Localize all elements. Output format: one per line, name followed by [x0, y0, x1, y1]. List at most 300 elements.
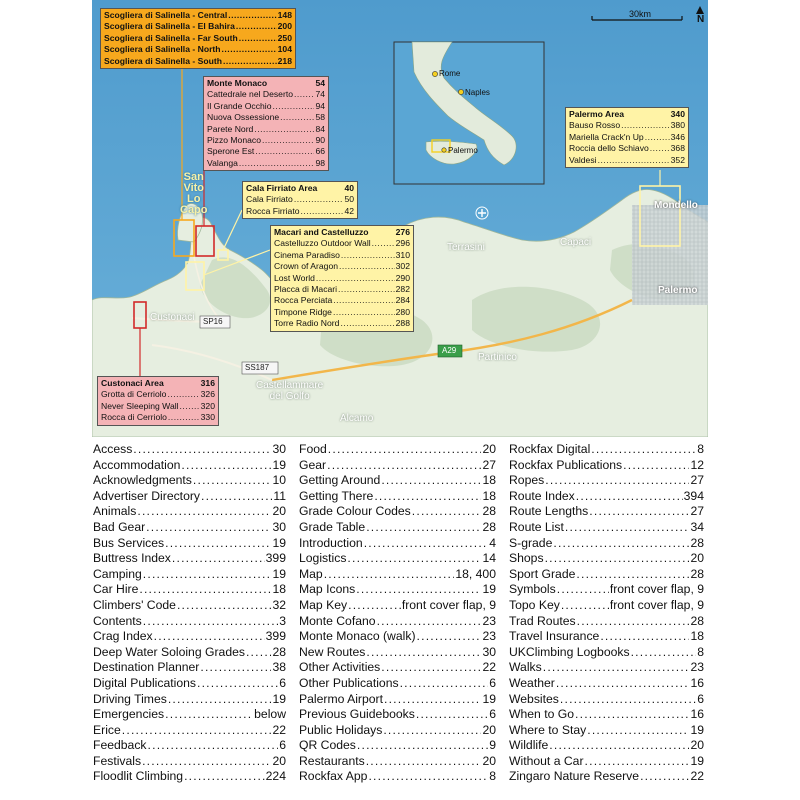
index-term: Sport Grade — [509, 566, 576, 581]
crag-name: Pizzo Monaco — [207, 135, 261, 146]
leader-dots — [239, 158, 315, 169]
leader-dots — [348, 598, 401, 614]
index-term: Driving Times — [93, 691, 167, 706]
index-term: Access — [93, 442, 133, 456]
leader-dots — [239, 33, 277, 44]
leader-dots — [576, 567, 689, 583]
index-page: 8 — [697, 442, 704, 456]
index-entry — [93, 660, 286, 676]
leader-dots — [621, 120, 670, 131]
crag-page: 280 — [395, 306, 410, 317]
index-page: 27 — [482, 457, 496, 472]
place-partinico: Partinico — [478, 352, 517, 363]
place-san-vito: San Vito Lo Capo — [180, 171, 208, 216]
leader-dots — [223, 56, 277, 67]
leader-dots — [201, 489, 272, 505]
crag-page: 66 — [315, 146, 325, 157]
index-entry — [299, 707, 496, 723]
box-row — [101, 401, 215, 412]
index-term: Digital Publications — [93, 675, 196, 690]
index-page: 6 — [489, 675, 496, 690]
leader-dots — [143, 614, 278, 630]
index-page: 18 — [272, 582, 286, 597]
leader-dots — [328, 442, 482, 458]
box-title: Macari and Castelluzzo — [274, 227, 369, 237]
leader-dots — [333, 295, 394, 306]
box-row — [207, 124, 325, 135]
box-row — [274, 295, 410, 306]
index-term: Ropes — [509, 473, 545, 488]
crag-name: Never Sleeping Wall — [101, 400, 179, 411]
index-page: 20 — [272, 753, 286, 768]
place-alcamo: Alcamo — [340, 413, 374, 424]
index-page: 23 — [482, 629, 496, 644]
box-row — [246, 206, 354, 217]
index-entry — [93, 692, 286, 708]
index-page: 28 — [272, 644, 286, 659]
leader-dots — [640, 769, 689, 785]
box-row — [207, 89, 325, 100]
index-term: Getting There — [299, 488, 374, 503]
index-page: 19 — [690, 722, 704, 737]
crag-page: 250 — [277, 32, 292, 43]
index-page: 20 — [482, 442, 496, 456]
crag-name: Nuova Ossessione — [207, 112, 280, 123]
leader-dots — [133, 442, 271, 458]
index-entry — [93, 536, 286, 552]
scale-label: 30km — [629, 9, 652, 19]
index-term: Symbols — [509, 582, 556, 597]
leader-dots — [165, 707, 253, 723]
box-page: 340 — [670, 109, 685, 119]
index-entry — [299, 582, 496, 598]
index-page: 27 — [690, 504, 704, 519]
index-term: QR Codes — [299, 738, 356, 753]
index-term: Other Activities — [299, 660, 381, 675]
index-term: Previous Guidebooks — [299, 707, 415, 722]
crag-page: 42 — [344, 205, 354, 216]
crag-page: 148 — [277, 10, 292, 20]
index-page: 23 — [690, 660, 704, 675]
index-page: 32 — [272, 597, 286, 612]
crag-name: Valanga — [207, 157, 238, 168]
index-page: 19 — [272, 566, 286, 581]
index-page: 14 — [482, 551, 496, 566]
box-row — [274, 307, 410, 318]
box-row — [207, 146, 325, 157]
inset-label-rome: Rome — [439, 69, 461, 78]
leader-dots — [294, 194, 344, 205]
leader-dots — [417, 629, 482, 645]
leader-dots — [366, 520, 481, 536]
index-entry — [509, 567, 704, 583]
index-page: 19 — [482, 582, 496, 597]
index-page: 20 — [272, 504, 286, 519]
index-entry — [299, 660, 496, 676]
crag-page: 74 — [315, 89, 325, 100]
index-page: front cover flap, 9 — [609, 582, 704, 597]
index-page: 18, 400 — [455, 566, 496, 581]
index-entry — [509, 473, 704, 489]
leader-dots — [262, 135, 314, 146]
road-label-ss187: SS187 — [245, 363, 270, 372]
index-page: 34 — [690, 519, 704, 534]
box-row — [101, 389, 215, 400]
leader-dots — [598, 155, 670, 166]
box-row — [246, 194, 354, 205]
crag-name: Cinema Paradiso — [274, 249, 340, 260]
index-entry — [299, 738, 496, 754]
index-term: Crag Index — [93, 629, 153, 644]
index-entry — [93, 551, 286, 567]
index-entry — [509, 645, 704, 661]
crag-name: Scogliera di Salinella - South — [104, 55, 222, 66]
crag-name: Timpone Ridge — [274, 306, 332, 317]
index-term: Gear — [299, 457, 327, 472]
index-entry — [509, 738, 704, 754]
index-page: 28 — [690, 566, 704, 581]
crag-page: 290 — [395, 272, 410, 283]
leader-dots — [549, 738, 689, 754]
box-palermo-area — [565, 107, 689, 168]
index-page: 399 — [265, 551, 286, 566]
index-term: Route List — [509, 519, 564, 534]
leader-dots — [381, 473, 481, 489]
index-term: Walks — [509, 660, 542, 675]
index-entry — [299, 504, 496, 520]
index-entry — [509, 598, 704, 614]
index-page: 19 — [272, 457, 286, 472]
index-page: 30 — [272, 442, 286, 456]
index-entry — [299, 489, 496, 505]
index-page: 224 — [265, 769, 286, 784]
box-row — [104, 56, 292, 67]
index-entry — [509, 692, 704, 708]
index-page: 9 — [489, 738, 496, 753]
index-term: Other Publications — [299, 675, 399, 690]
index-page: 28 — [482, 504, 496, 519]
crag-page: 90 — [315, 135, 325, 146]
index-entry — [509, 769, 704, 785]
leader-dots — [255, 146, 314, 157]
index-term: Zingaro Nature Reserve — [509, 769, 640, 784]
crag-name: Rocca Firriato — [246, 205, 300, 216]
crag-page: 302 — [395, 261, 410, 272]
index-term: When to Go — [509, 707, 575, 722]
index-term: Floodlit Climbing — [93, 769, 184, 784]
index-page: 18 — [690, 629, 704, 644]
leader-dots — [272, 101, 314, 112]
index-term: Car Hire — [93, 582, 139, 597]
index-entry — [93, 504, 286, 520]
index-term: Travel Insurance — [509, 629, 600, 644]
leader-dots — [400, 676, 489, 692]
leader-dots — [412, 504, 482, 520]
index-entry — [93, 567, 286, 583]
crag-name: Valdesi — [569, 154, 597, 165]
index-term: Logistics — [299, 551, 347, 566]
leader-dots — [560, 692, 696, 708]
leader-dots — [383, 723, 481, 739]
box-row — [207, 158, 325, 169]
index-term: Erice — [93, 722, 121, 737]
index-entry — [93, 458, 286, 474]
index-term: Buttress Index — [93, 551, 171, 566]
leader-dots — [366, 754, 482, 770]
place-custonaci: Custonaci — [150, 312, 195, 323]
index-entry — [93, 723, 286, 739]
box-row — [101, 412, 215, 423]
crag-page: 352 — [670, 154, 685, 165]
box-row — [274, 284, 410, 295]
leader-dots — [556, 676, 690, 692]
leader-dots — [177, 598, 272, 614]
index-term: UKClimbing Logbooks — [509, 644, 630, 659]
crag-page: 326 — [200, 389, 215, 400]
index-page: 6 — [489, 707, 496, 722]
index-entry — [93, 442, 286, 458]
index-entry — [299, 629, 496, 645]
index-term: Without a Car — [509, 753, 584, 768]
index-term: Food — [299, 442, 327, 456]
index-page: 12 — [690, 457, 704, 472]
box-row — [274, 273, 410, 284]
index-term: Bus Services — [93, 535, 165, 550]
crag-page: 346 — [670, 131, 685, 142]
index-entry — [299, 473, 496, 489]
index-entry — [509, 536, 704, 552]
box-title: Monte Monaco — [207, 78, 268, 88]
index-entry — [509, 520, 704, 536]
leader-dots — [575, 707, 689, 723]
leader-dots — [184, 769, 265, 785]
crag-name: Torre Radio Nord — [274, 318, 340, 329]
box-row — [104, 10, 292, 21]
road-label-sp16: SP16 — [203, 317, 223, 326]
box-page: 276 — [395, 227, 410, 237]
leader-dots — [543, 660, 690, 676]
index-page: 20 — [690, 551, 704, 566]
index-entry — [509, 442, 704, 458]
index-entry — [299, 442, 496, 458]
index-term: Public Holidays — [299, 722, 383, 737]
leader-dots — [623, 458, 689, 474]
leader-dots — [377, 614, 482, 630]
index-term: Route Lengths — [509, 504, 589, 519]
index-entry — [509, 660, 704, 676]
index-entry — [509, 707, 704, 723]
crag-name: Cala Firriato — [246, 194, 293, 205]
index-term: Shops — [509, 551, 544, 566]
index-column-3 — [509, 442, 704, 785]
index-term: Palermo Airport — [299, 691, 383, 706]
index-column-2 — [299, 442, 496, 785]
leader-dots — [645, 132, 670, 143]
crag-name: Mariella Crack'n Up — [569, 131, 644, 142]
index-page: 3 — [279, 613, 286, 628]
crag-name: Rocca Perciata — [274, 295, 333, 306]
crag-page: 368 — [670, 143, 685, 154]
leader-dots — [143, 567, 272, 583]
leader-dots — [300, 206, 343, 217]
index-entry — [93, 582, 286, 598]
crag-name: Scogliera di Salinella - North — [104, 44, 221, 55]
crag-page: 94 — [315, 100, 325, 111]
crag-name: Placca di Macari — [274, 284, 338, 295]
leader-dots — [139, 582, 271, 598]
index-term: Where to Stay — [509, 722, 587, 737]
leader-dots — [180, 401, 200, 412]
index-entry — [299, 614, 496, 630]
place-palermo: Palermo — [658, 285, 698, 296]
index-page: 18 — [482, 488, 496, 503]
index-term: Monte Monaco (walk) — [299, 629, 416, 644]
leader-dots — [650, 143, 670, 154]
index-entry — [93, 754, 286, 770]
index-entry — [93, 489, 286, 505]
box-macari — [270, 225, 414, 332]
place-terrasini: Terrasini — [447, 242, 485, 253]
crag-name: Crown of Aragon — [274, 261, 339, 272]
leader-dots — [381, 660, 481, 676]
leader-dots — [254, 124, 314, 135]
index-term: Restaurants — [299, 753, 365, 768]
box-title: Custonaci Area — [101, 378, 164, 388]
index-term: Animals — [93, 504, 137, 519]
index-entry — [509, 614, 704, 630]
crag-page: 218 — [277, 55, 292, 66]
box-row — [274, 250, 410, 261]
north-label: N — [697, 14, 705, 25]
index-entry — [509, 504, 704, 520]
leader-dots — [324, 567, 455, 583]
index-page: below — [254, 707, 286, 722]
index-page: 30 — [482, 644, 496, 659]
crag-name: Rocca di Cerriolo — [101, 412, 167, 423]
leader-dots — [561, 598, 609, 614]
index-entry — [299, 769, 496, 785]
index-term: Monte Cofano — [299, 613, 376, 628]
index-page: front cover flap, 9 — [609, 597, 704, 612]
index-page: 8 — [489, 769, 496, 784]
index-term: Weather — [509, 675, 555, 690]
crag-name: Castelluzzo Outdoor Wall — [274, 238, 371, 249]
index-entry — [299, 598, 496, 614]
crag-name: Roccia dello Schiavo — [569, 143, 649, 154]
index-page: 20 — [482, 722, 496, 737]
leader-dots — [591, 442, 696, 458]
crag-page: 330 — [200, 412, 215, 423]
box-row — [569, 132, 685, 143]
index-column-1 — [93, 442, 286, 785]
index-term: Climbers' Code — [93, 597, 176, 612]
box-row — [569, 155, 685, 166]
leader-dots — [587, 723, 689, 739]
index-entry — [299, 536, 496, 552]
index-page: 6 — [279, 675, 286, 690]
leader-dots — [338, 284, 395, 295]
leader-dots — [197, 676, 278, 692]
crag-page: 288 — [395, 318, 410, 329]
index-page: 8 — [697, 644, 704, 659]
index-term: Rockfax Digital — [509, 442, 591, 456]
index-page: 10 — [272, 473, 286, 488]
index-entry — [93, 520, 286, 536]
crag-page: 200 — [277, 21, 292, 32]
crag-name: Parete Nord — [207, 123, 254, 134]
index-page: 6 — [279, 738, 286, 753]
index-page: 19 — [482, 691, 496, 706]
box-row — [207, 101, 325, 112]
index-page: 28 — [482, 519, 496, 534]
index-term: Accommodation — [93, 457, 181, 472]
leader-dots — [122, 723, 272, 739]
box-row — [274, 238, 410, 249]
index-term: Contents — [93, 613, 142, 628]
index-entry — [299, 551, 496, 567]
leader-dots — [557, 582, 609, 598]
index-page: 19 — [272, 535, 286, 550]
index-entry — [509, 676, 704, 692]
index-term: Camping — [93, 566, 142, 581]
index-term: Emergencies — [93, 707, 165, 722]
leader-dots — [368, 769, 488, 785]
index-term: Map Icons — [299, 582, 356, 597]
index-entry — [93, 676, 286, 692]
crag-name: Scogliera di Salinella - Central — [104, 10, 228, 20]
box-title: Cala Firriato Area — [246, 183, 318, 193]
index-page: 23 — [482, 613, 496, 628]
box-row — [569, 120, 685, 131]
leader-dots — [416, 707, 488, 723]
crag-page: 104 — [277, 44, 292, 55]
index-entry — [299, 458, 496, 474]
box-title: Palermo Area — [569, 109, 625, 119]
index-term: Websites — [509, 691, 559, 706]
leader-dots — [341, 250, 395, 261]
index-entry — [509, 582, 704, 598]
index-page: 18 — [482, 473, 496, 488]
box-row — [274, 261, 410, 272]
leader-dots — [294, 89, 314, 100]
box-cala-firriato — [242, 181, 358, 219]
index-page: 22 — [482, 660, 496, 675]
index-page: 22 — [690, 769, 704, 784]
index-page: 16 — [690, 675, 704, 690]
index-term: Rockfax Publications — [509, 457, 623, 472]
crag-name: Sperone Est — [207, 146, 255, 157]
index-entry — [93, 629, 286, 645]
index-term: Getting Around — [299, 473, 381, 488]
index-term: Map Key — [299, 597, 348, 612]
place-capaci: Capaci — [560, 237, 592, 248]
place-castellammare: Castellammare del Golfo — [256, 380, 324, 402]
crag-name: Cattedrale nel Deserto — [207, 89, 293, 100]
index-entry — [93, 473, 286, 489]
index-page: front cover flap, 9 — [401, 597, 496, 612]
crag-page: 50 — [344, 194, 354, 205]
index-entry — [509, 723, 704, 739]
leader-dots — [356, 582, 481, 598]
leader-dots — [577, 614, 690, 630]
road-label-a29: A29 — [442, 346, 457, 355]
leader-dots — [340, 318, 394, 329]
leader-dots — [600, 629, 689, 645]
index-entry — [93, 769, 286, 785]
box-row — [207, 135, 325, 146]
leader-dots — [374, 489, 481, 505]
leader-dots — [168, 412, 200, 423]
